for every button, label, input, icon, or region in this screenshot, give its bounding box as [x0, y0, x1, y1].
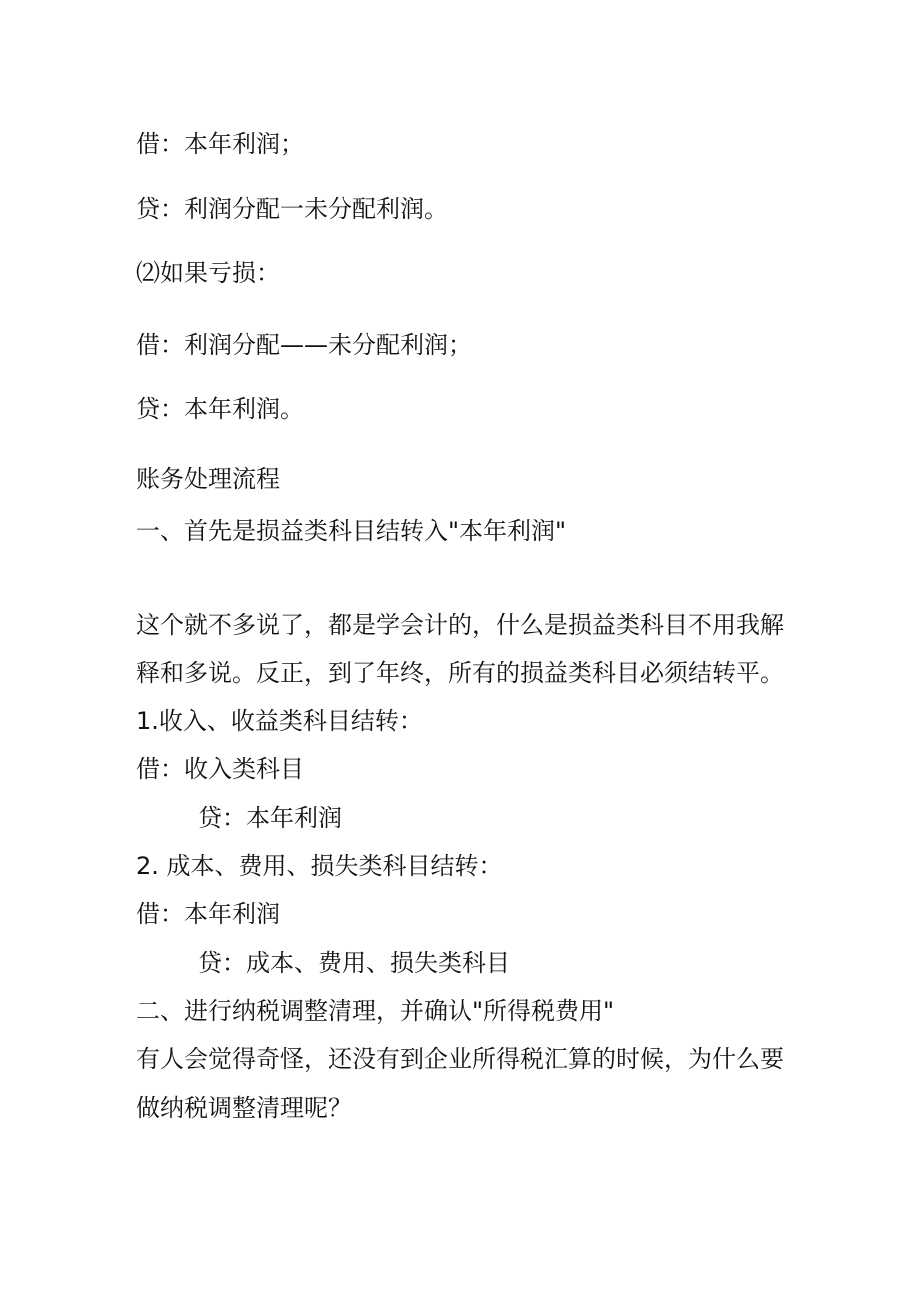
entry-debit-revenue: 借：收入类科目 — [136, 755, 304, 783]
heading-step-two: 二、进行纳税调整清理，并确认"所得税费用" — [136, 997, 615, 1025]
paragraph-line-1: 这个就不多说了，都是学会计的，什么是损益类科目不用我解 — [136, 611, 784, 639]
subheading-if-loss: ⑵如果亏损： — [136, 259, 280, 287]
subheading-revenue-transfer: 1.收入、收益类科目结转： — [136, 707, 423, 735]
entry-credit-undistributed-profit: 贷：利润分配一未分配利润。 — [136, 195, 448, 223]
entry-debit-current-profit-2: 借：本年利润 — [136, 900, 280, 928]
paragraph-line-2: 释和多说。反正，到了年终，所有的损益类科目必须结转平。 — [136, 659, 784, 687]
heading-step-one: 一、首先是损益类科目结转入"本年利润" — [136, 517, 567, 545]
paragraph2-line-1: 有人会觉得奇怪，还没有到企业所得税汇算的时候，为什么要 — [136, 1045, 784, 1073]
paragraph2-line-2: 做纳税调整清理呢？ — [136, 1094, 352, 1122]
entry-credit-current-profit-indented: 贷：本年利润 — [198, 804, 342, 832]
subheading-cost-transfer: 2. 成本、费用、损失类科目结转： — [136, 852, 503, 880]
section-title-accounting-process: 账务处理流程 — [136, 465, 280, 493]
entry-debit-current-profit: 借：本年利润； — [136, 130, 304, 158]
entry-debit-undistributed-profit: 借：利润分配——未分配利润； — [136, 331, 472, 359]
entry-credit-costs-indented: 贷：成本、费用、损失类科目 — [198, 949, 510, 977]
entry-credit-current-profit: 贷：本年利润。 — [136, 395, 304, 423]
